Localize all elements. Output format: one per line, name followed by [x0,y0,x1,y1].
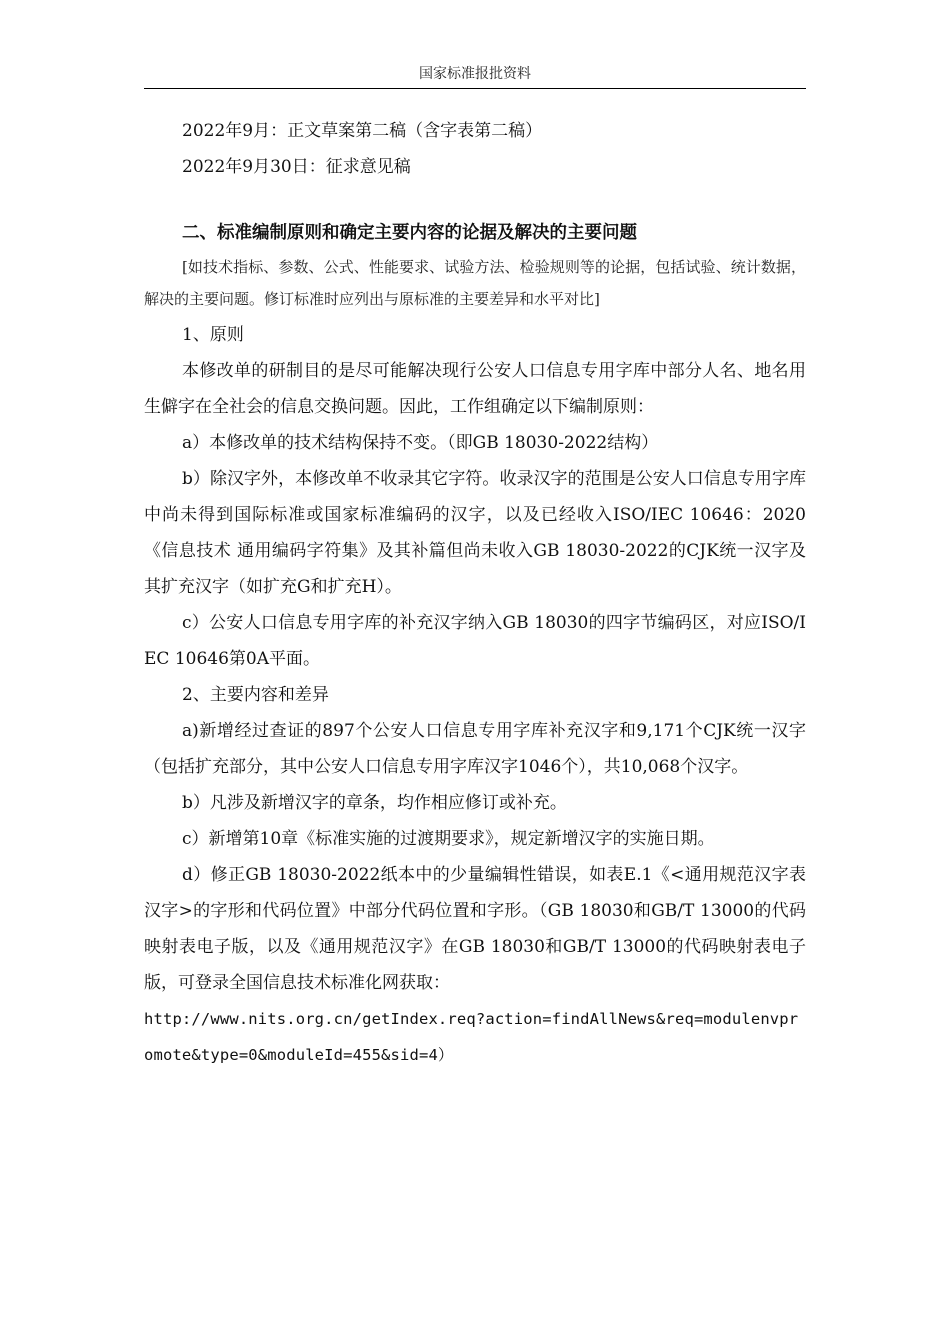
timeline-item: 2022年9月：正文草案第二稿（含字表第二稿） [182,121,543,141]
content-c: c）新增第10章《标准实施的过渡期要求》，规定新增汉字的实施日期。 [182,829,715,849]
principle-c: c）公安人口信息专用字库的补充汉字纳入GB 18030的四字节编码区，对应ISO/IEC 10646第0A平面。 [144,613,806,669]
document-body [144,113,806,1073]
reference-url: http://www.nits.org.cn/getIndex.req?action=findAllNews&req=modulenvpromote&type=0&moduleId=455&sid=4） [144,1010,799,1064]
section-note: [如技术指标、参数、公式、性能要求、试验方法、检验规则等的论据，包括试验、统计数据，解决的主要问题。修订标准时应列出与原标准的主要差异和水平对比] [144,258,806,308]
content-d: d）修正GB 18030-2022纸本中的少量编辑性错误，如表E.1《<通用规范汉字表汉字>的字形和代码位置》中部分代码位置和字形。（GB 18030和GB/T 13000的代码映射表电子版，以及《通用规范汉字》在GB 18030和GB/T 13000的代码映射表电子版，可登录全国信息技术标准化网获取： [144,865,806,993]
content-heading: 2、主要内容和差异 [182,685,329,705]
page-header [144,60,806,89]
principles-intro: 本修改单的研制目的是尽可能解决现行公安人口信息专用字库中部分人名、地名用生僻字在全社会的信息交换问题。因此，工作组确定以下编制原则： [144,361,806,417]
principle-b: b）除汉字外，本修改单不收录其它字符。收录汉字的范围是公安人口信息专用字库中尚未得到国际标准或国家标准编码的汉字，以及已经收入ISO/IEC 10646：2020《信息技术 通用编码字符集》及其补篇但尚未收入GB 18030-2022的CJK统一汉字及其扩充汉字（如扩充G和扩充H）。 [144,469,806,597]
timeline-item: 2022年9月30日：征求意见稿 [182,157,411,177]
header-title: 国家标准报批资料 [419,66,531,82]
spacer [144,185,806,215]
principles-heading: 1、原则 [182,325,244,345]
principle-a: a）本修改单的技术结构保持不变。（即GB 18030-2022结构） [182,433,659,453]
section-title: 二、标准编制原则和确定主要内容的论据及解决的主要问题 [182,223,637,243]
content-b: b）凡涉及新增汉字的章条，均作相应修订或补充。 [182,793,567,813]
content-a: a)新增经过查证的897个公安人口信息专用字库补充汉字和9,171个CJK统一汉字（包括扩充部分，其中公安人口信息专用字库汉字1046个），共10,068个汉字。 [144,721,806,777]
